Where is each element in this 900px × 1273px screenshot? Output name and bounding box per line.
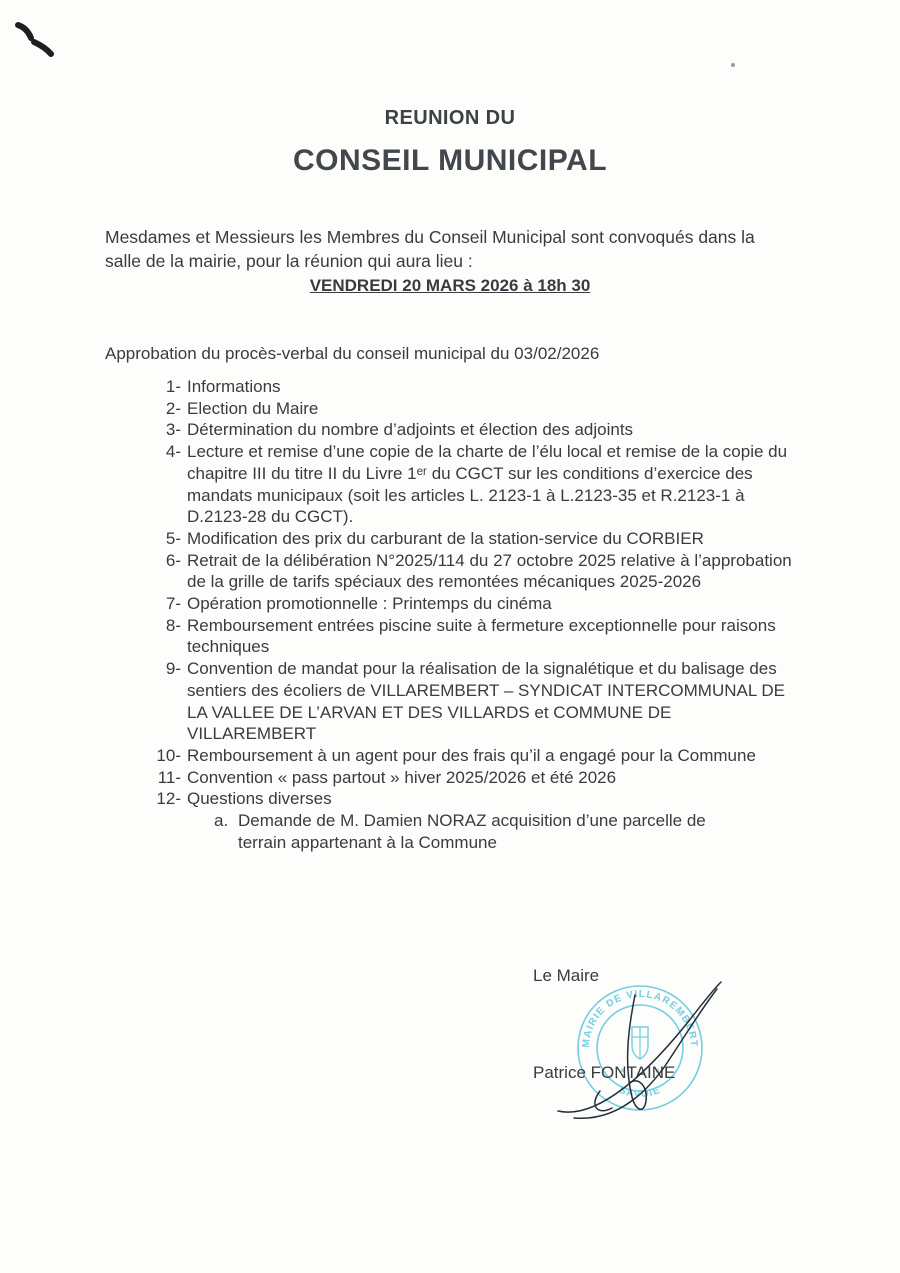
agenda-item-text: Opération promotionnelle : Printemps du cinéma bbox=[187, 594, 552, 614]
agenda-item bbox=[151, 615, 799, 658]
agenda-item-number: 5- bbox=[165, 528, 181, 548]
agenda-item-text: Questions diverses bbox=[187, 789, 332, 809]
agenda-item-number: 3- bbox=[165, 420, 181, 440]
agenda-sub-item-marker: a. bbox=[214, 811, 229, 831]
stamp-text-bottom: SAVOIE bbox=[617, 1084, 663, 1101]
agenda-item bbox=[151, 593, 799, 615]
document-supertitle: REUNION DU bbox=[384, 107, 516, 129]
agenda-item-number: 7- bbox=[165, 594, 181, 614]
scan-artifact-marks bbox=[10, 18, 70, 66]
agenda-item bbox=[151, 788, 799, 810]
agenda-item bbox=[151, 745, 799, 767]
agenda-list bbox=[151, 376, 799, 853]
agenda-item bbox=[151, 376, 799, 398]
agenda-item-number: 1- bbox=[165, 377, 181, 396]
agenda-item bbox=[151, 550, 799, 593]
agenda-item-number: 11- bbox=[157, 767, 181, 787]
agenda-item-number: 9- bbox=[165, 659, 181, 679]
agenda-item bbox=[151, 419, 799, 441]
agenda-item bbox=[151, 658, 799, 745]
intro-paragraph: Mesdames et Messieurs les Membres du Conseil Municipal sont convoqués dans la salle de la mairie, pour la réunion qui aura lieu : bbox=[105, 226, 755, 271]
signature-role: Le Maire bbox=[533, 966, 600, 985]
agenda-item bbox=[151, 398, 799, 420]
agenda-item-number: 6- bbox=[165, 550, 181, 570]
agenda-item-text: Convention de mandat pour la réalisation de la signalétique et du balisage des sentiers des écoliers de VILLAREMBERT – SYNDICAT INTERCOMMUNAL DE LA VALLEE DE L’ARVAN ET DES VILLARDS et COMMUNE DE VILLAREMBERT bbox=[187, 659, 786, 744]
document-title: CONSEIL MUNICIPAL bbox=[292, 144, 608, 177]
agenda-item-text: Informations bbox=[187, 377, 281, 396]
agenda-sub-item-text: Demande de M. Damien NORAZ acquisition d’une parcelle de terrain appartenant à la Commune bbox=[238, 811, 706, 852]
approbation-line: Approbation du procès-verbal du conseil municipal du 03/02/2026 bbox=[105, 344, 600, 363]
agenda-item-number: 4- bbox=[165, 442, 181, 462]
signature-name: Patrice FONTAINE bbox=[533, 1063, 676, 1082]
stamp-text-top: MAIRIE DE VILLAREMBERT bbox=[580, 988, 700, 1048]
agenda-item bbox=[151, 441, 799, 528]
agenda-item-number: 10- bbox=[156, 745, 181, 765]
agenda-item-text: Lecture et remise d’une copie de la charte de l’élu local et remise de la copie du chapitre III du titre II du Livre 1ᵉʳ du CGCT sur les conditions d’exercice des mandats municipaux (soit les articles L. 2123-1 à L.2123-35 et R.2123-1 à D.2123-28 du CGCT). bbox=[187, 442, 788, 527]
agenda-item-number: 2- bbox=[165, 398, 181, 418]
agenda-item bbox=[151, 767, 799, 789]
agenda-sub-item bbox=[151, 810, 799, 853]
meeting-date-line: VENDREDI 20 MARS 2026 à 18h 30 bbox=[309, 276, 591, 295]
agenda-item-text: Remboursement entrées piscine suite à fermeture exceptionnelle pour raisons techniques bbox=[187, 615, 776, 657]
agenda-item-number: 12- bbox=[156, 789, 181, 809]
agenda-item-text: Election du Maire bbox=[187, 398, 319, 418]
agenda-item-text: Modification des prix du carburant de la station-service du CORBIER bbox=[187, 528, 704, 548]
agenda-item-text: Convention « pass partout » hiver 2025/2026 et été 2026 bbox=[187, 767, 617, 787]
agenda-item-number: 8- bbox=[165, 615, 181, 635]
agenda-item-text: Retrait de la délibération N°2025/114 du 27 octobre 2025 relative à l’approbation de la grille de tarifs spéciaux des remontées mécaniques 2025-2026 bbox=[187, 550, 792, 592]
agenda-item-text: Remboursement à un agent pour des frais qu’il a engagé pour la Commune bbox=[187, 745, 756, 765]
agenda-item bbox=[151, 528, 799, 550]
scan-speck bbox=[731, 63, 735, 67]
agenda-item-text: Détermination du nombre d’adjoints et élection des adjoints bbox=[187, 420, 634, 440]
handwritten-signature bbox=[540, 970, 740, 1120]
